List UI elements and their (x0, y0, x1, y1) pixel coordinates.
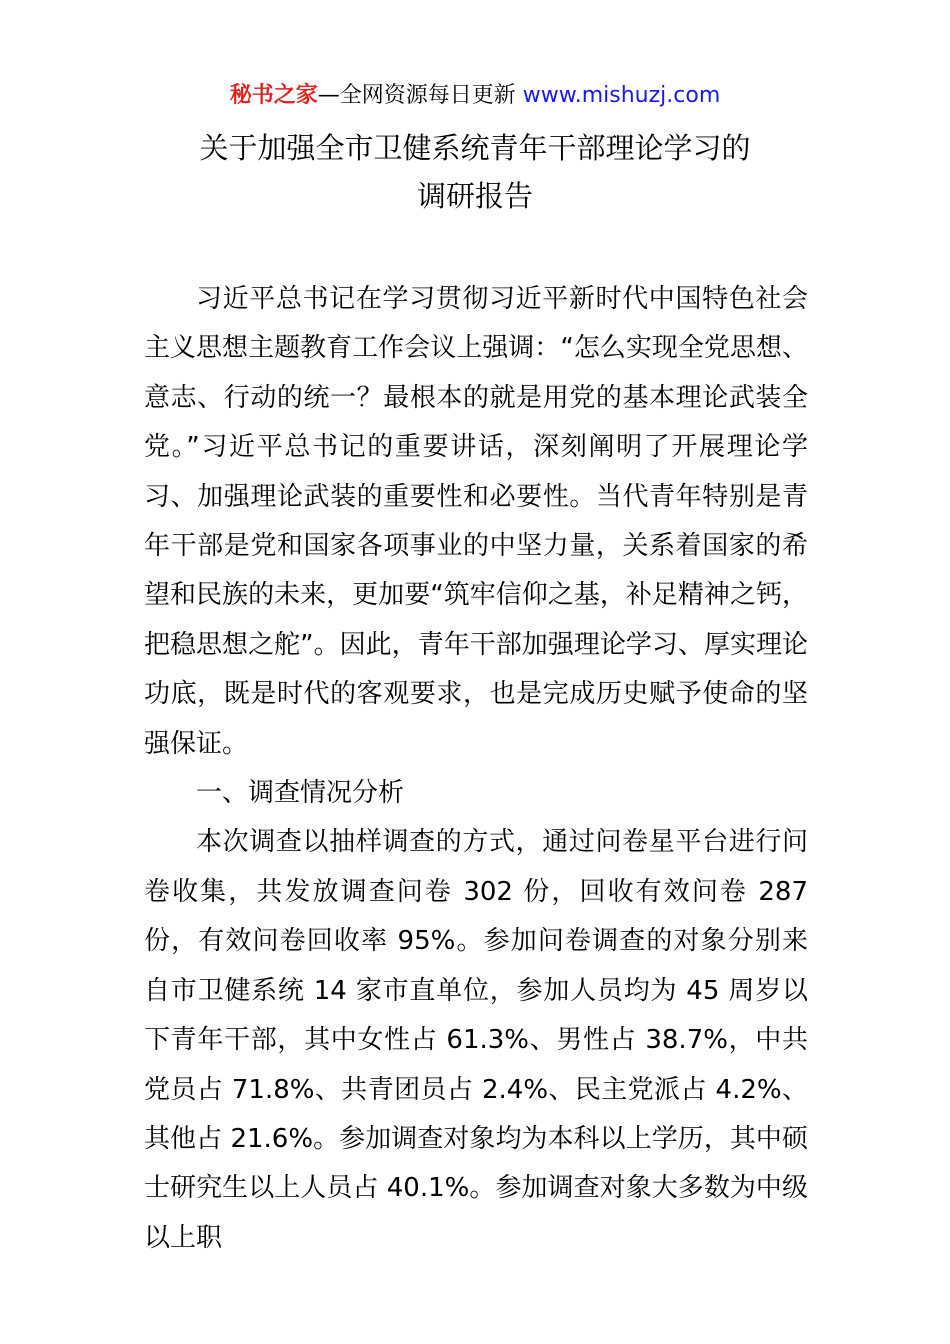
body-paragraph-intro: 习近平总书记在学习贯彻习近平新时代中国特色社会主义思想主题教育工作会议上强调：“怎么实现全党思想、意志、行动的统一？最根本的就是用党的基本理论武装全党。”习近平总书记的重要讲话，深刻阐明了开展理论学习、加强理论武装的重要性和必要性。当代青年特别是青年干部是党和国家各项事业的中坚力量，关系着国家的希望和民族的未来，更加要“筑牢信仰之基，补足精神之钙，把稳思想之舵”。因此，青年干部加强理论学习、厚实理论功底，既是时代的客观要求，也是完成历史赋予使命的坚强保证。 (144, 284, 808, 759)
site-header (0, 81, 950, 111)
document-body (144, 275, 808, 1263)
site-brand: 秘书之家 (229, 83, 318, 108)
document-title-line-1: 关于加强全市卫健系统青年干部理论学习的 (199, 131, 751, 165)
site-url-link[interactable]: www.mishuzj.com (522, 83, 721, 108)
body-paragraph-survey: 本次调查以抽样调查的方式，通过问卷星平台进行问卷收集，共发放调查问卷 302 份，回收有效问卷 287 份，有效问卷回收率 95%。参加问卷调查的对象分别来自市卫健系统 14 家市直单位，参加人员均为 45 周岁以下青年干部，其中女性占 61.3%、男性占 38.7%，中共党员占 71.8%、共青团员占 2.4%、民主党派占 4.2%、其他占 21.6%。参加调查对象均为本科以上学历，其中硕士研究生以上人员占 40.1%。参加调查对象大多数为中级以上职 (144, 827, 808, 1253)
site-tagline: —全网资源每日更新 (317, 83, 523, 108)
section-heading-survey-analysis: 一、调查情况分析 (196, 778, 405, 809)
document-title-line-2: 调研报告 (416, 179, 533, 213)
